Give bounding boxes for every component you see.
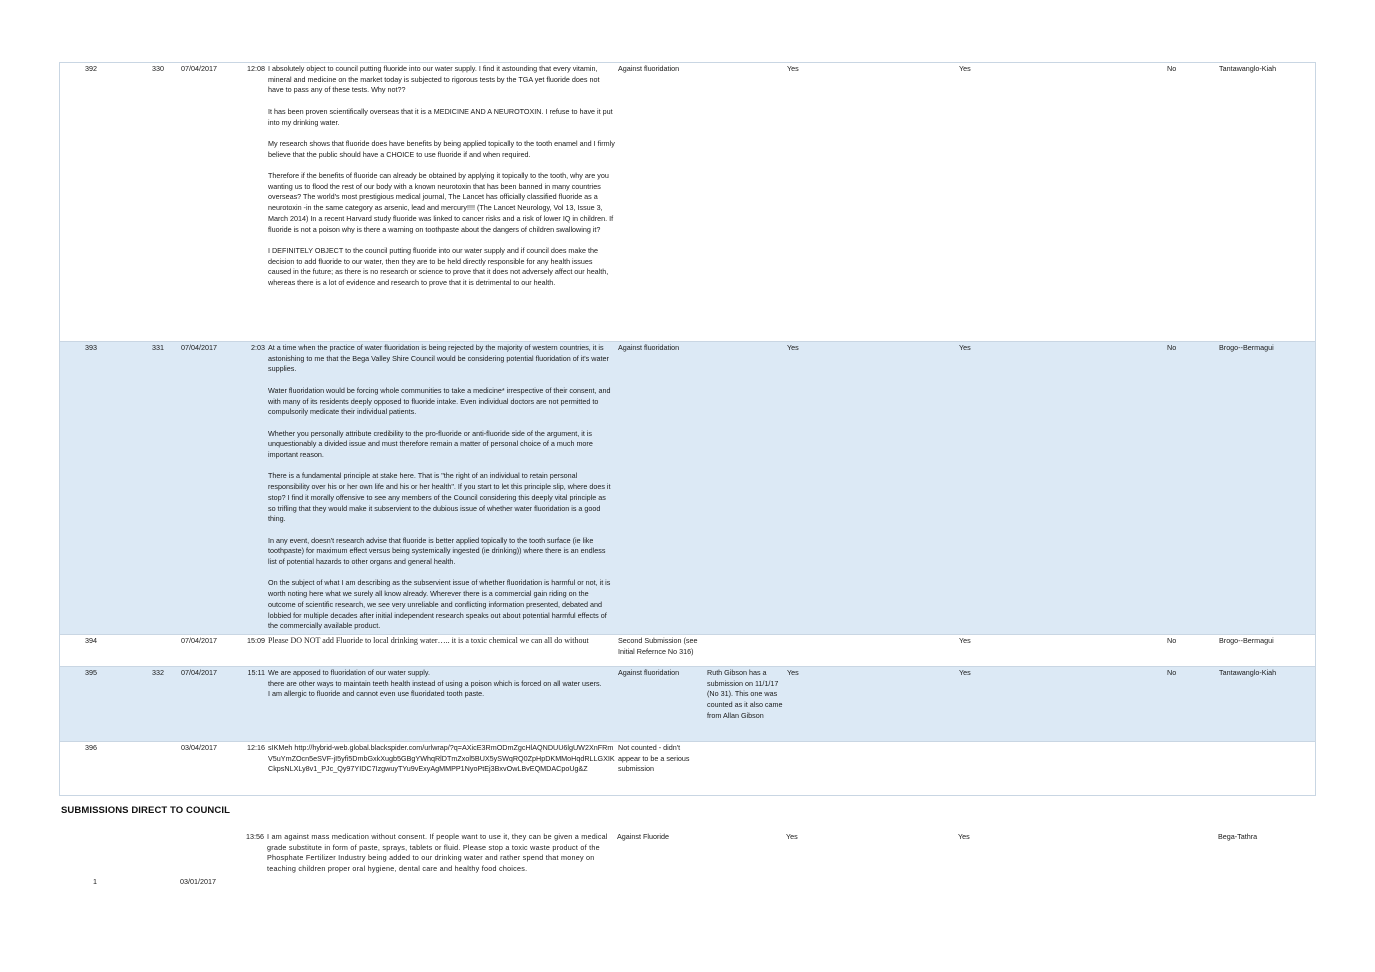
paragraph: Therefore if the benefits of fluoride can already be obtained by applying it topically to the tooth, why are you wanting us to flood the rest of our body with a known neurotoxin that has been banned in many countries overseas? The world's most prestigious medical journal, The Lancet has officially classified fluoride as a neurotoxin -in the same category as arsenic, lead and mercury!!!! (The Lancet Neurology, Vol 13, Issue 3, March 2014) In a recent Harvard study fluoride was linked to cancer risks and a risk of lower IQ in children. If fluoride is not a poison why is there a warning on toothpaste about the dangers of children swallowing it? (268, 170, 614, 234)
submission-time: 12:16 (247, 743, 265, 752)
section-heading: SUBMISSIONS DIRECT TO COUNCIL (61, 805, 230, 816)
paragraph: On the subject of what I am describing as the subservient issue of whether fluoridation is harmful or not, it is worth noting here what we surely all know already. Wherever there is a commercial gain riding on the outcome of scientific research, we see very unreliable and conflicting information presented, debated and lobbied for multiple decades after initial independent research speaks out about potential harmful effects of the commercially available product. (268, 578, 611, 631)
answer-2: Yes (959, 64, 971, 73)
submission-text (268, 668, 615, 700)
table-row (60, 342, 1315, 635)
answer-2: Yes (959, 343, 971, 352)
submission-time: 13:56 (246, 832, 264, 841)
category: Against fluoridation (618, 668, 680, 677)
paragraph: At a time when the practice of water fluoridation is being rejected by the majority of western countries, it is astonishing to me that the Bega Valley Shire Council would be considering potential fluoridation of it's water supplies. (268, 343, 609, 374)
text-line: We are apposed to fluoridation of our water supply. (268, 668, 430, 677)
council-submission-row (59, 830, 1314, 892)
answer-3: No (1167, 64, 1177, 73)
location: Bega-Tathra (1218, 832, 1258, 841)
answer-1: Yes (787, 343, 799, 352)
paragraph: My research shows that fluoride does have benefits by being applied topically to the tooth enamel and I firmly believe that the public should have a CHOICE to use fluoride if and when required. (268, 138, 615, 159)
reference-number: 330 (152, 64, 164, 73)
reference-number: 332 (152, 668, 164, 677)
category: Against fluoridation (618, 64, 680, 73)
submission-time: 12:08 (247, 64, 265, 73)
paragraph: In any event, doesn't research advise that fluoride is better applied topically to the tooth surface (ie like toothpaste) for maximum effect versus being systemically ingested (ie drinking)) where there is an endless list of potential hazards to other organs and general health. (268, 535, 606, 566)
submission-id: 392 (85, 64, 97, 73)
answer-3: No (1167, 636, 1177, 645)
category: Against fluoridation (618, 343, 680, 352)
submission-url-text: sIKMeh http://hybrid-web.global.blackspider.com/urlwrap/?q=AXicE3RmODmZgcHlAQNDUU6lgUW2XnFRmV5uYmZOcn5eSVF-jI5yfi5DmbGxkXugb5GBgYWhqRlDTmZxol5BUX5ySWqRQ0ZpHpDKMMoHqdRLLGXIKCkpsNLXLy8v1_PJc_Qy97YIDC7IzgwuyTYu9vExyAgMMPP1NyoPtEj3BxvOwLBvEQMDACpoUg&Z (268, 743, 615, 774)
paragraph: There is a fundamental principle at stake here. That is "the right of an individual to retain personal responsibility over his or her own life and his or her health". If you start to let this principle slip, where does it stop? I find it morally offensive to see any members of the Council considering this deeply vital principle as so trifling that they would make it subservient to the dubious issue of whether water fluoridation is a good thing. (268, 471, 611, 524)
location: Brogo--Bermagui (1219, 636, 1274, 645)
reference-number: 331 (152, 343, 164, 352)
submissions-table (59, 62, 1316, 796)
paragraph: It has been proven scientifically overseas that it is a MEDICINE AND A NEUROTOXIN. I refuse to have it put into my drinking water. (268, 106, 613, 127)
answer-1: Yes (786, 832, 798, 841)
submission-date: 03/01/2017 (180, 877, 216, 886)
submission-text (268, 64, 615, 289)
submission-id: 395 (85, 668, 97, 677)
paragraph: I DEFINITELY OBJECT to the council putting fluoride into our water supply and if council does make the decision to add fluoride to our water, then they are to be held directly responsible for any health issues caused in the future; as there is no research or science to prove that it does not adversely affect our health, whereas there is a lot of evidence and research to prove that it is detrimental to our health. (268, 245, 609, 287)
location: Brogo--Bermagui (1219, 343, 1274, 352)
answer-2: Yes (959, 668, 971, 677)
answer-1: Yes (787, 668, 799, 677)
answer-3: No (1167, 668, 1177, 677)
submission-time: 2:03 (251, 343, 265, 352)
submission-date: 07/04/2017 (181, 636, 217, 645)
submission-date: 07/04/2017 (181, 343, 217, 352)
submission-text: Please DO NOT add Fluoride to local drinking water….. it is a toxic chemical we can all do without (268, 636, 589, 645)
answer-3: No (1167, 343, 1177, 352)
paragraph: I absolutely object to council putting fluoride into our water supply. I find it astounding that every vitamin, mineral and medicine on the market today is subjected to rigorous tests by the TGA yet fluoride does not have to pass any of these tests. Why not?? (268, 64, 600, 95)
category: Second Submission (see Initial Refernce No 316) (618, 636, 698, 656)
submission-id: 396 (85, 743, 97, 752)
text-line: I am allergic to fluoride and cannot even use fluoridated tooth paste. (268, 689, 485, 699)
submission-date: 07/04/2017 (181, 668, 217, 677)
submission-date: 07/04/2017 (181, 64, 217, 73)
table-row (60, 667, 1315, 742)
submission-time: 15:11 (247, 668, 265, 677)
note: Ruth Gibson has a submission on 11/1/17 (No 31). This one was counted as it also came from Allan Gibson (707, 668, 783, 720)
paragraph: Whether you personally attribute credibility to the pro-fluoride or anti-fluoride side of the argument, it is unquestionably a divided issue and must therefore remain a matter of personal choice of a much more important reason. (268, 428, 593, 459)
paragraph: Water fluoridation would be forcing whole communities to take a medicine* irrespective of their consent, and with many of its residents deeply opposed to fluoride intake. Even individual doctors are not permitted to compulsorily medicate their individual patients. (268, 385, 611, 417)
submission-text: I am against mass medication without consent. If people want to use it, they can be given a medical grade substitute in form of paste, sprays, tablets or fluid. Please stop a toxic waste product of the Phosphate Fertilizer Industry being added to our drinking water and rather spend that money on teaching children proper oral hygiene, dental care and healthy food choices. (267, 832, 608, 874)
text-line: there are other ways to maintain teeth health instead of using a poison which is forced on all water users. (268, 678, 602, 688)
submission-id: 393 (85, 343, 97, 352)
submission-date: 03/04/2017 (181, 743, 217, 752)
submission-id: 394 (85, 636, 97, 645)
answer-1: Yes (787, 64, 799, 73)
category: Not counted - didn't appear to be a serious submission (618, 743, 690, 774)
table-row (60, 63, 1315, 342)
table-row (60, 742, 1315, 796)
submission-text (268, 343, 615, 632)
answer-2: Yes (958, 832, 970, 841)
submission-time: 15:09 (247, 636, 265, 645)
submission-id: 1 (93, 877, 97, 886)
category: Against Fluoride (617, 832, 669, 841)
table-row (60, 635, 1315, 667)
location: Tantawanglo-Kiah (1219, 64, 1277, 73)
answer-2: Yes (959, 636, 971, 645)
location: Tantawanglo-Kiah (1219, 668, 1277, 677)
